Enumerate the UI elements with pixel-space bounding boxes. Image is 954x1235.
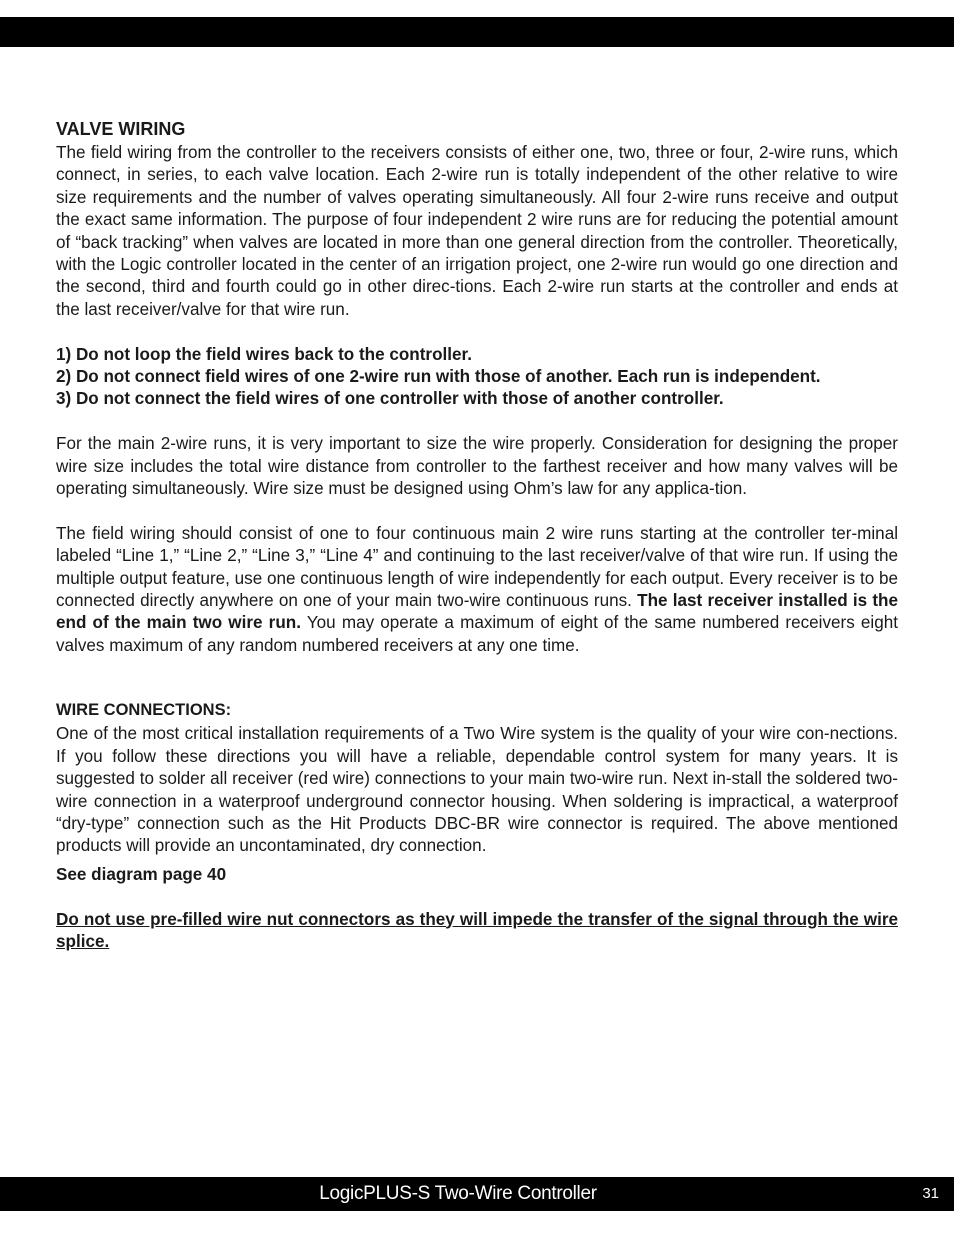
wiring-rule: 2) Do not connect field wires of one 2-wire run with those of another. Each run is independent. <box>56 367 821 387</box>
valve-wiring-heading: VALVE WIRING <box>56 119 186 139</box>
wire-sizing-paragraph: For the main 2-wire runs, it is very important to size the wire properly. Consideration for designing the proper wire size includes the total wire distance from controller to the farthest receiver and how many valves will be operating simultaneously. Wire size must be designed using Ohm’s law for any applica-tion. <box>56 434 898 499</box>
valve-wiring-intro: The field wiring from the controller to the receivers consists of either one, two, three or four, 2-wire runs, which connect, in series, to each valve location. Each 2-wire run is totally independent of the other relative to wire size requirements and the number of valves operating simultaneously. All four 2-wire runs receive and output the exact same information. The purpose of four independent 2 wire runs are for reducing the potential amount of “back tracking” when valves are located in more than one general direction from the controller. Theoretically, with the Logic controller located in the center of an irrigation project, one 2-wire run would go one direction and the second, third and fourth could go in other direc-tions. Each 2-wire run starts at the controller and ends at the last receiver/valve for that wire run. <box>56 143 898 319</box>
wiring-rules-list <box>56 344 898 411</box>
last-receiver-note: The last receiver installed is the end of the main two wire run. <box>56 591 899 633</box>
field-wiring-paragraph: The field wiring should consist of one to four continuous main 2 wire runs starting at the controller ter-minal labeled “Line 1,” “Line 2,” “Line 3,” “Line 4” and continuing to the last receiver/valve of that wire run. If using the multiple output feature, use one continuous length of wire independently for each output. Every receiver is to be connected directly anywhere on one of your main two-wire continuous runs. The last receiver installed is the end of the main two wire run. You may operate a maximum of eight of the same numbered receivers eight valves maximum of any random numbered receivers at any one time. <box>56 523 899 655</box>
page-number: 31 <box>922 1185 939 1202</box>
header-bar <box>0 17 954 47</box>
wire-nut-warning: Do not use pre-filled wire nut connectors as they will impede the transfer of the signal through the wire splice. <box>56 909 898 951</box>
wiring-rule: 3) Do not connect the field wires of one controller with those of another controller. <box>56 389 724 409</box>
wiring-rule: 1) Do not loop the field wires back to the controller. <box>56 344 472 364</box>
diagram-reference: See diagram page 40 <box>56 864 227 884</box>
page-content <box>56 118 898 953</box>
wire-connections-heading: WIRE CONNECTIONS: <box>56 701 232 720</box>
footer-title: LogicPLUS-S Two-Wire Controller <box>319 1183 597 1204</box>
wire-connections-paragraph: One of the most critical installation requirements of a Two Wire system is the quality of your wire con-nections. If you follow these directions you will have a reliable, dependable control system for many years. It is suggested to solder all receiver (red wire) connections to your main two-wire run. Next in-stall the soldered two-wire connection in a waterproof underground connector housing. When soldering is impractical, a waterproof “dry-type” connection such as the Hit Products DBC-BR wire connector is required. The above mentioned products will provide an uncontaminated, dry connection. <box>56 724 898 856</box>
footer-bar <box>0 1177 954 1211</box>
